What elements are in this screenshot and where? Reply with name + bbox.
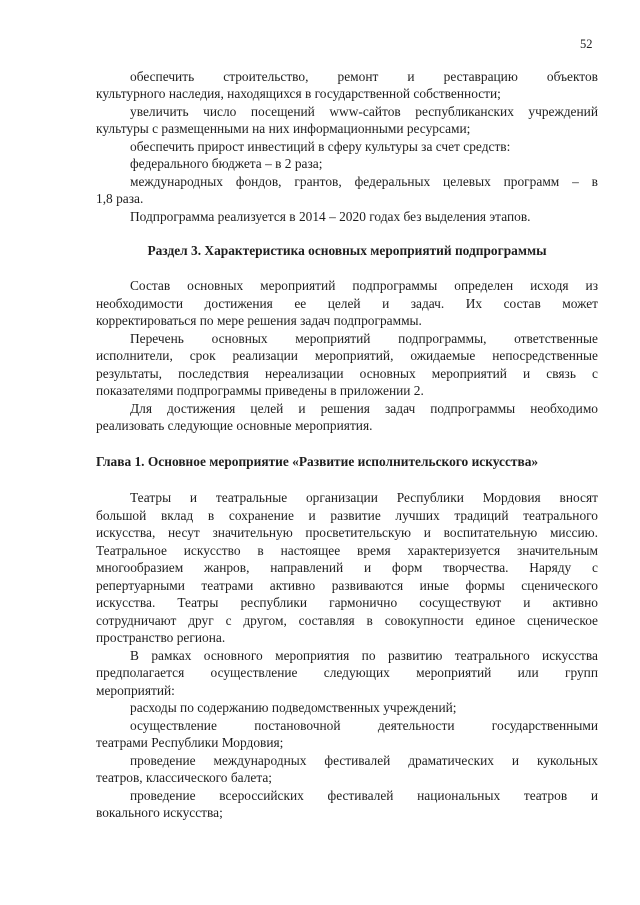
text-line: сотрудничают друг с другом, составляя в совокупности единое сценическое bbox=[96, 613, 598, 628]
text-line: искусства. Театры республики гармонично сосуществуют и активно bbox=[96, 595, 598, 610]
text-line: В рамках основного мероприятия по развитию театрального искусства bbox=[130, 648, 598, 663]
text-line: мероприятий: bbox=[96, 683, 175, 698]
text-line: федерального бюджета – в 2 раза; bbox=[130, 156, 323, 171]
text-line: показателями подпрограммы приведены в приложении 2. bbox=[96, 383, 424, 398]
text-line: увеличить число посещений www-сайтов республиканских учреждений bbox=[130, 104, 598, 119]
text-line: Для достижения целей и решения задач подпрограммы необходимо bbox=[130, 401, 598, 416]
text-line: обеспечить прирост инвестиций в сферу культуры за счет средств: bbox=[130, 139, 511, 154]
text-line: проведение всероссийских фестивалей национальных театров и bbox=[130, 788, 598, 803]
text-line: культурного наследия, находящихся в государственной собственности; bbox=[96, 86, 501, 101]
text-line: предполагается осуществление следующих мероприятий или групп bbox=[96, 665, 598, 680]
text-line: пространство региона. bbox=[96, 630, 226, 645]
text-line: Подпрограмма реализуется в 2014 – 2020 годах без выделения этапов. bbox=[130, 209, 531, 224]
text-line: театрами Республики Мордовия; bbox=[96, 735, 284, 750]
text-line: международных фондов, грантов, федеральных целевых программ – в bbox=[130, 174, 598, 189]
text-line: Состав основных мероприятий подпрограммы определен исходя из bbox=[130, 278, 598, 293]
text-line: 1,8 раза. bbox=[96, 191, 144, 206]
section-heading: Раздел 3. Характеристика основных мероприятий подпрограммы bbox=[147, 243, 547, 258]
text-line: необходимости достижения ее целей и задач. Их состав может bbox=[96, 296, 598, 311]
text-line: обеспечить строительство, ремонт и реставрацию объектов bbox=[130, 69, 598, 84]
text-line: Театры и театральные организации Республики Мордовия вносят bbox=[130, 490, 598, 505]
text-line: репертуарными театрами активно развиваются иные формы сценического bbox=[96, 578, 598, 593]
text-line: театров, классического балета; bbox=[96, 770, 273, 785]
text-line: вокального искусства; bbox=[96, 805, 223, 820]
text-line: реализовать следующие основные мероприятия. bbox=[96, 418, 373, 433]
text-line: многообразием жанров, направлений и форм творчества. Наряду с bbox=[96, 560, 598, 575]
text-line: большой вклад в сохранение и развитие лучших традиций театрального bbox=[96, 508, 598, 523]
text-line: Перечень основных мероприятий подпрограммы, ответственные bbox=[130, 331, 598, 346]
text-line: расходы по содержанию подведомственных учреждений; bbox=[130, 700, 457, 715]
text-line: исполнители, срок реализации мероприятий, ожидаемые непосредственные bbox=[96, 348, 598, 363]
chapter-heading: Глава 1. Основное мероприятие «Развитие исполнительского искусства» bbox=[96, 454, 539, 469]
text-line: культуры с размещенными на них информационными ресурсами; bbox=[96, 121, 471, 136]
text-line: искусства, несут значительную просветительскую и воспитательную миссию. bbox=[96, 525, 598, 540]
text-line: результаты, последствия нереализации основных мероприятий и связь с bbox=[96, 366, 598, 381]
text-line: проведение международных фестивалей драматических и кукольных bbox=[130, 753, 598, 768]
page-number: 52 bbox=[580, 37, 593, 51]
text-line: корректироваться по мере решения задач подпрограммы. bbox=[96, 313, 422, 328]
text-line: осуществление постановочной деятельности государственными bbox=[130, 718, 598, 733]
text-line: Театральное искусство в настоящее время характеризуется значительным bbox=[96, 543, 598, 558]
